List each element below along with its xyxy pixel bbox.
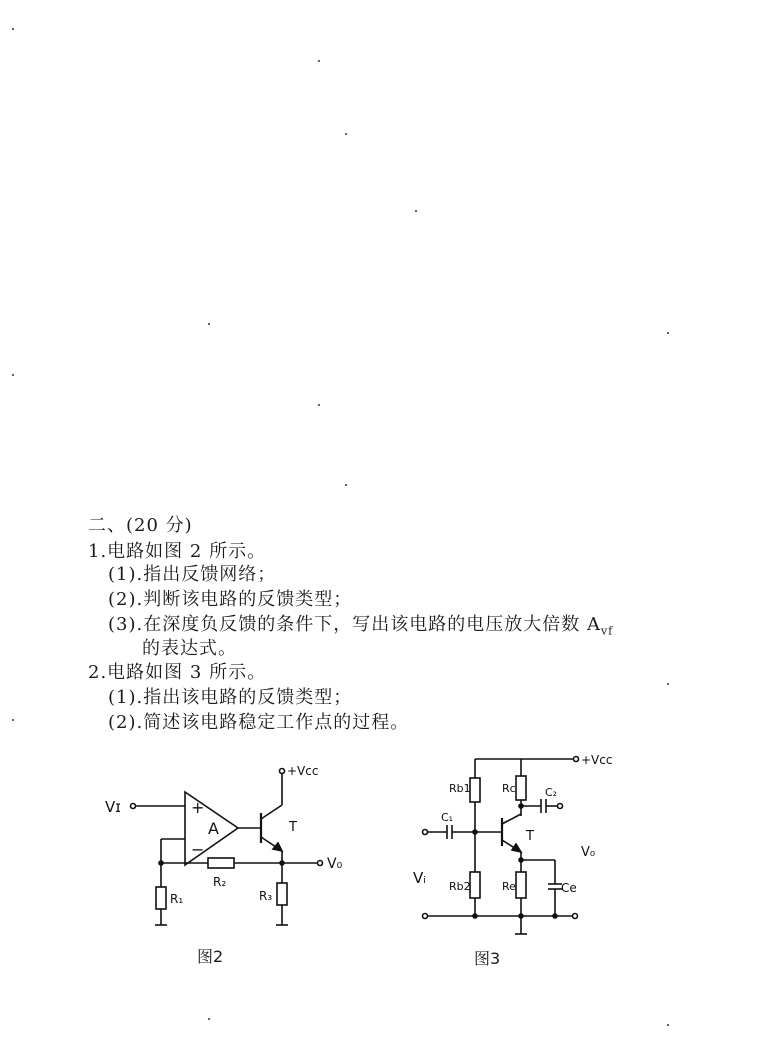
figure-2-svg xyxy=(95,755,365,935)
figure-3-svg xyxy=(405,748,630,943)
emitter-arrow xyxy=(512,844,521,852)
rc-label: Rc xyxy=(502,782,516,795)
scan-speck xyxy=(318,60,320,62)
scan-speck xyxy=(667,683,669,685)
scan-speck xyxy=(318,404,320,406)
vcc-label: +Vcc xyxy=(581,753,613,767)
question-2-part-2: (2).简述该电路稳定工作点的过程。 xyxy=(108,712,410,733)
transistor-label: T xyxy=(289,820,297,835)
vo-label: V₀ xyxy=(581,845,596,860)
vcc-terminal xyxy=(280,769,285,774)
question-1-stem: 1.电路如图 2 所示。 xyxy=(88,541,267,562)
rb1-label: Rb1 xyxy=(449,782,471,795)
vo-label: V₀ xyxy=(327,856,343,872)
rb2-resistor xyxy=(470,872,480,898)
question-1-part-3-cont: 的表达式。 xyxy=(142,638,237,659)
avf-subscript: vf xyxy=(600,624,614,638)
re-label: Re xyxy=(502,880,516,893)
r1-label: R₁ xyxy=(170,892,184,906)
figure-3-caption: 图3 xyxy=(474,949,501,968)
scan-speck xyxy=(208,1018,210,1020)
r2-label: R₂ xyxy=(213,875,227,889)
figure-3-circuit xyxy=(405,748,630,943)
rb1-resistor xyxy=(470,778,480,802)
c1-label: C₁ xyxy=(441,811,454,824)
scan-speck xyxy=(667,1024,669,1026)
vi-label: Vᵢ xyxy=(413,869,426,887)
r1-resistor xyxy=(156,887,166,909)
transistor-label: T xyxy=(526,829,534,844)
vi-label: Vɪ xyxy=(105,798,121,816)
re-resistor xyxy=(516,872,526,898)
rb2-label: Rb2 xyxy=(449,880,471,893)
vcc-label: +Vcc xyxy=(287,764,319,778)
vi-ground-terminal xyxy=(423,914,428,919)
figure-2-caption: 图2 xyxy=(197,947,224,966)
opamp-label: A xyxy=(208,819,219,838)
r2-resistor xyxy=(208,858,234,868)
output-terminal xyxy=(558,804,563,809)
scan-speck xyxy=(667,332,669,334)
vi-terminal xyxy=(131,804,136,809)
figure-2-circuit xyxy=(95,755,365,935)
vi-terminal xyxy=(423,830,428,835)
question-1-part-1: (1).指出反馈网络； xyxy=(108,564,277,585)
question-2-stem: 2.电路如图 3 所示。 xyxy=(88,662,267,683)
question-2-part-1: (1).指出该电路的反馈类型； xyxy=(108,687,353,708)
opamp-minus-sign: − xyxy=(191,840,205,859)
scan-speck xyxy=(12,28,14,30)
scan-speck xyxy=(12,374,14,376)
r3-resistor xyxy=(277,883,287,905)
opamp-plus-sign: + xyxy=(191,798,205,817)
scan-speck xyxy=(12,719,14,721)
ce-label: Ce xyxy=(561,881,577,895)
question-1-part-3-text: (3).在深度负反馈的条件下，写出该电路的电压放大倍数 A xyxy=(108,614,601,635)
emitter-arrow xyxy=(273,843,282,851)
vo-ground-terminal xyxy=(573,914,578,919)
scan-speck xyxy=(415,210,417,212)
scan-speck xyxy=(345,133,347,135)
question-1-part-2: (2).判断该电路的反馈类型； xyxy=(108,589,353,610)
section-heading: 二、(20 分) xyxy=(88,515,193,536)
vo-terminal xyxy=(318,861,323,866)
rc-resistor xyxy=(516,776,526,800)
scan-speck xyxy=(208,323,210,325)
c2-label: C₂ xyxy=(545,786,558,799)
r3-label: R₃ xyxy=(259,889,273,903)
vcc-terminal xyxy=(574,757,579,762)
scan-speck xyxy=(345,484,347,486)
